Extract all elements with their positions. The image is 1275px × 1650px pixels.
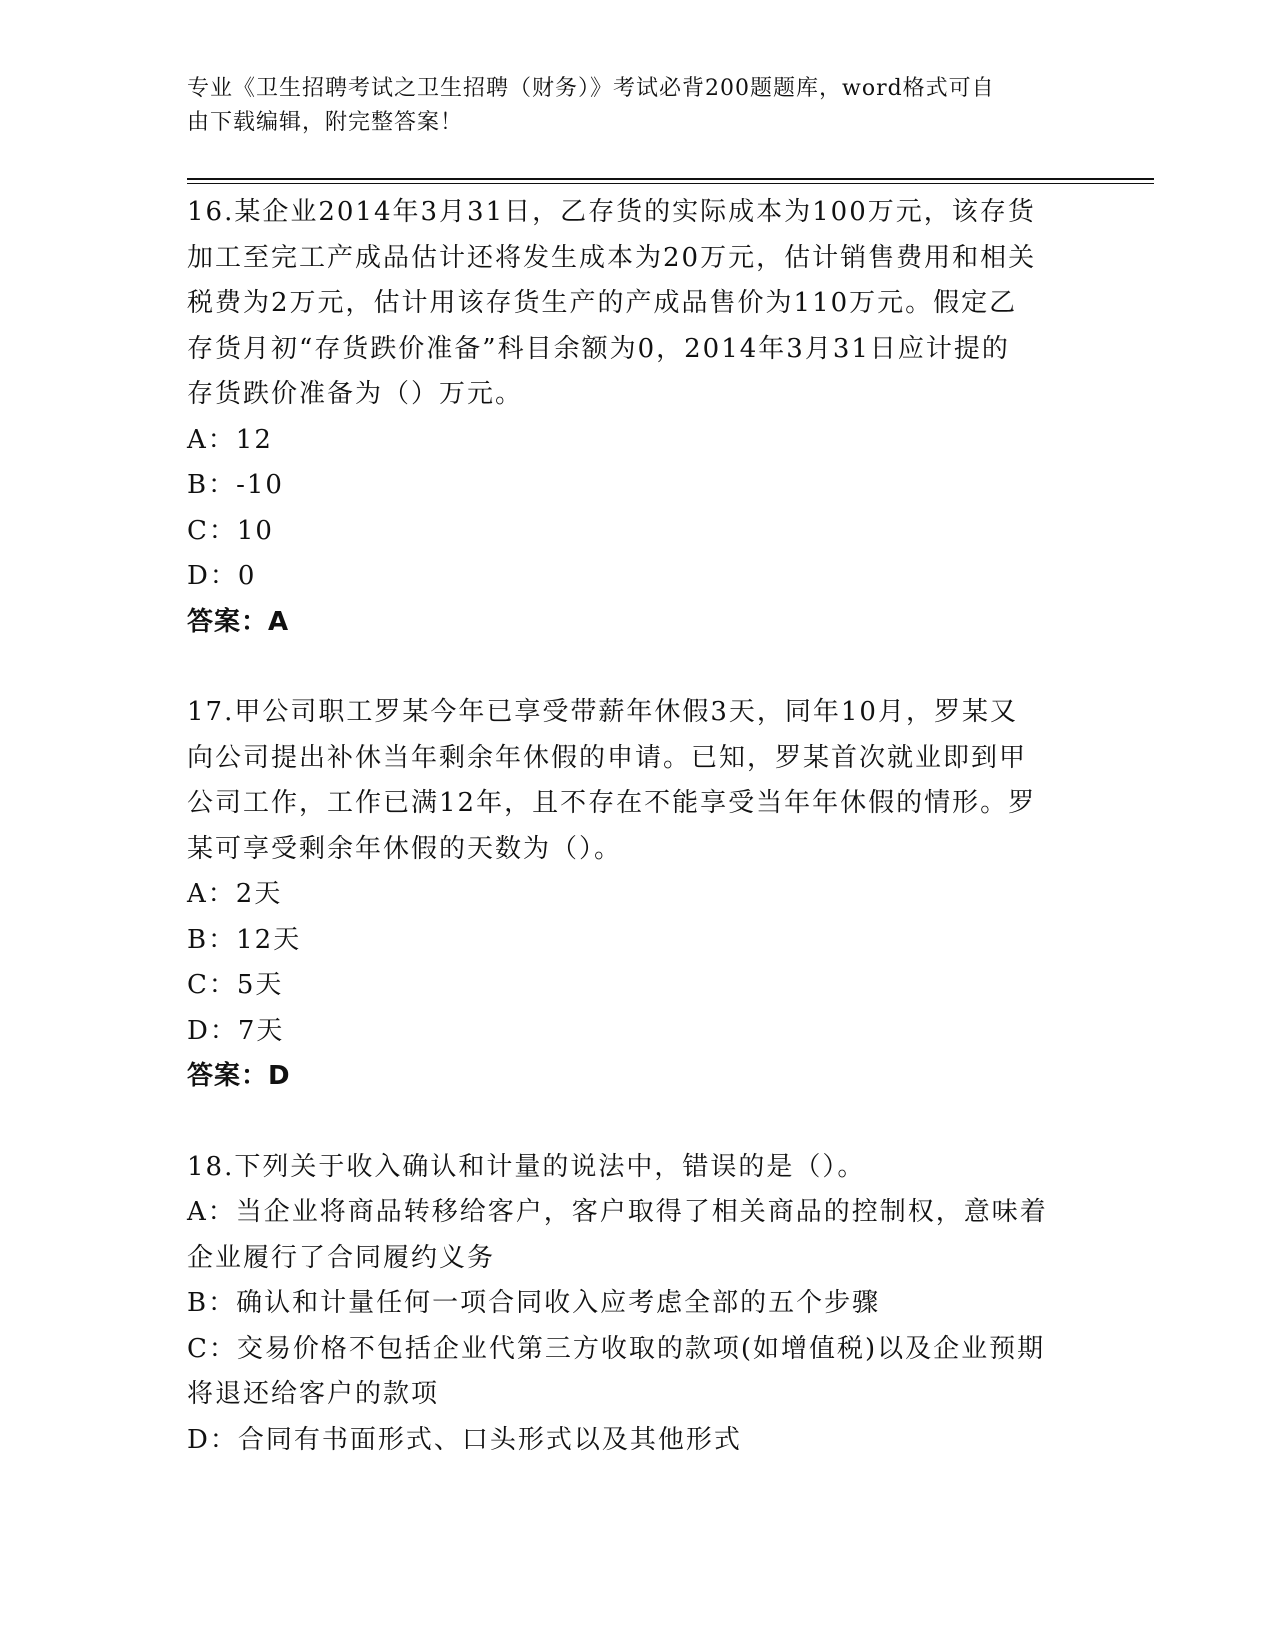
option-c: C：交易价格不包括企业代第三方收取的款项(如增值税)以及企业预期: [187, 1333, 1046, 1364]
header-divider-thick: [187, 178, 1154, 180]
question-text-line: 某可享受剩余年休假的天数为（）。: [187, 833, 623, 864]
document-body: [187, 190, 1077, 1463]
question-16: [187, 190, 1077, 645]
question-17: [187, 690, 1077, 1100]
option-b: B：确认和计量任何一项合同收入应考虑全部的五个步骤: [187, 1288, 881, 1318]
question-text-line: 向公司提出补休当年剩余年休假的申请。已知，罗某首次就业即到甲: [187, 742, 1028, 773]
option-c-continued: 将退还给客户的款项: [187, 1379, 440, 1409]
question-text-line: 存货跌价准备为（）万元。: [187, 379, 524, 409]
question-18: [187, 1145, 1077, 1464]
question-text-line: 18.下列关于收入确认和计量的说法中，错误的是（）。: [187, 1151, 866, 1182]
question-text-line: 加工至完工产成品估计还将发生成本为20万元，估计销售费用和相关: [187, 242, 1037, 273]
option-a: A：12: [187, 424, 273, 455]
question-spacer: [187, 1100, 1077, 1145]
question-text-line: 公司工作，工作已满12年，且不存在不能享受当年年休假的情形。罗: [187, 788, 1037, 818]
header-title-line-1: 专业《卫生招聘考试之卫生招聘（财务）》考试必背200题题库，word格式可自: [187, 76, 995, 101]
question-text-line: 存货月初“存货跌价准备”科目余额为0，2014年3月31日应计提的: [187, 333, 1010, 364]
answer-label: 答案：A: [187, 606, 290, 637]
option-d: D：7天: [187, 1015, 285, 1046]
question-text-line: 16.某企业2014年3月31日，乙存货的实际成本为100万元，该存货: [187, 197, 1036, 227]
option-b: B：-10: [187, 470, 284, 500]
option-d: D：合同有书面形式、口头形式以及其他形式: [187, 1424, 742, 1455]
answer-label: 答案：D: [187, 1061, 291, 1091]
question-text-line: 17.甲公司职工罗某今年已享受带薪年休假3天，同年10月，罗某又: [187, 697, 1018, 727]
option-c: C：5天: [187, 970, 284, 1000]
header-divider-thin: [187, 183, 1154, 184]
header-title-line-2: 由下载编辑，附完整答案！: [187, 110, 464, 135]
option-b: B：12天: [187, 924, 302, 955]
document-header: [187, 72, 1067, 140]
option-d: D：0: [187, 561, 257, 591]
question-text-line: 税费为2万元，估计用该存货生产的产成品售价为110万元。假定乙: [187, 288, 1018, 318]
option-a: A：2天: [187, 879, 283, 909]
option-a-continued: 企业履行了合同履约义务: [187, 1242, 496, 1273]
option-c: C：10: [187, 515, 274, 546]
option-a: A：当企业将商品转移给客户，客户取得了相关商品的控制权，意味着: [187, 1197, 1048, 1227]
question-spacer: [187, 645, 1077, 690]
